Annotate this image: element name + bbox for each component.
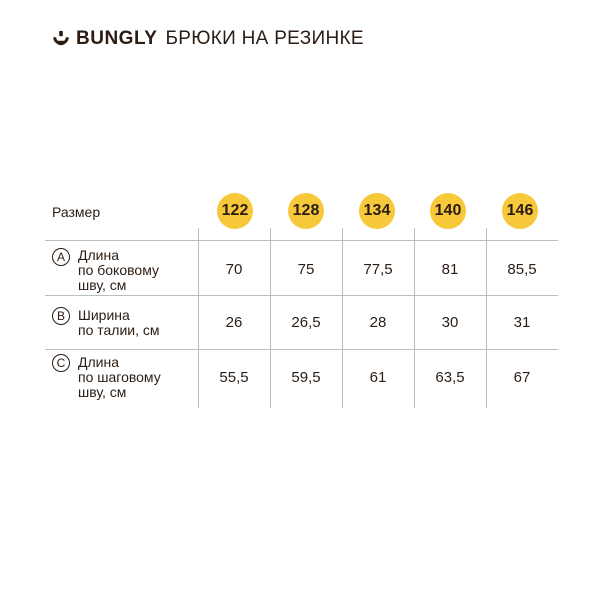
table-cell: 85,5	[507, 261, 537, 278]
row-letter-c: C	[52, 354, 70, 372]
table-cell: 81	[441, 261, 459, 278]
size-badge: 122	[217, 193, 253, 229]
row-letter-b: B	[52, 307, 70, 325]
table-cell: 26	[225, 314, 243, 331]
row-label-line: Ширина	[78, 307, 130, 323]
size-badge: 146	[502, 193, 538, 229]
size-badge: 140	[430, 193, 466, 229]
row-label	[78, 355, 161, 400]
row-label	[78, 308, 160, 338]
table-cell: 75	[297, 261, 315, 278]
row-label	[78, 248, 159, 293]
row-label-line: по талии, см	[78, 322, 160, 338]
row-label-line: шву, см	[78, 384, 127, 400]
table-cell: 63,5	[435, 369, 465, 386]
row-letter-a: A	[52, 248, 70, 266]
row-label-line: Длина	[78, 354, 119, 370]
size-badge: 134	[359, 193, 395, 229]
row-divider	[45, 349, 558, 350]
table-cell: 67	[513, 369, 531, 386]
row-label-line: по шаговому	[78, 369, 161, 385]
table-cell: 61	[369, 369, 387, 386]
bungly-logo-icon	[52, 30, 70, 48]
row-divider	[45, 295, 558, 296]
size-badge: 128	[288, 193, 324, 229]
header	[52, 28, 364, 50]
row-label-line: по боковому	[78, 262, 159, 278]
table-cell: 70	[225, 261, 243, 278]
brand-name: BUNGLY	[76, 28, 158, 49]
page-title: БРЮКИ НА РЕЗИНКЕ	[165, 28, 364, 49]
table-cell: 31	[513, 314, 531, 331]
table-cell: 30	[441, 314, 459, 331]
table-cell: 26,5	[291, 314, 321, 331]
table-cell: 55,5	[219, 369, 249, 386]
table-cell: 28	[369, 314, 387, 331]
row-label-line: шву, см	[78, 277, 127, 293]
table-cell: 77,5	[363, 261, 393, 278]
size-label: Размер	[52, 204, 101, 220]
row-label-line: Длина	[78, 247, 119, 263]
row-divider	[45, 240, 558, 241]
table-cell: 59,5	[291, 369, 321, 386]
